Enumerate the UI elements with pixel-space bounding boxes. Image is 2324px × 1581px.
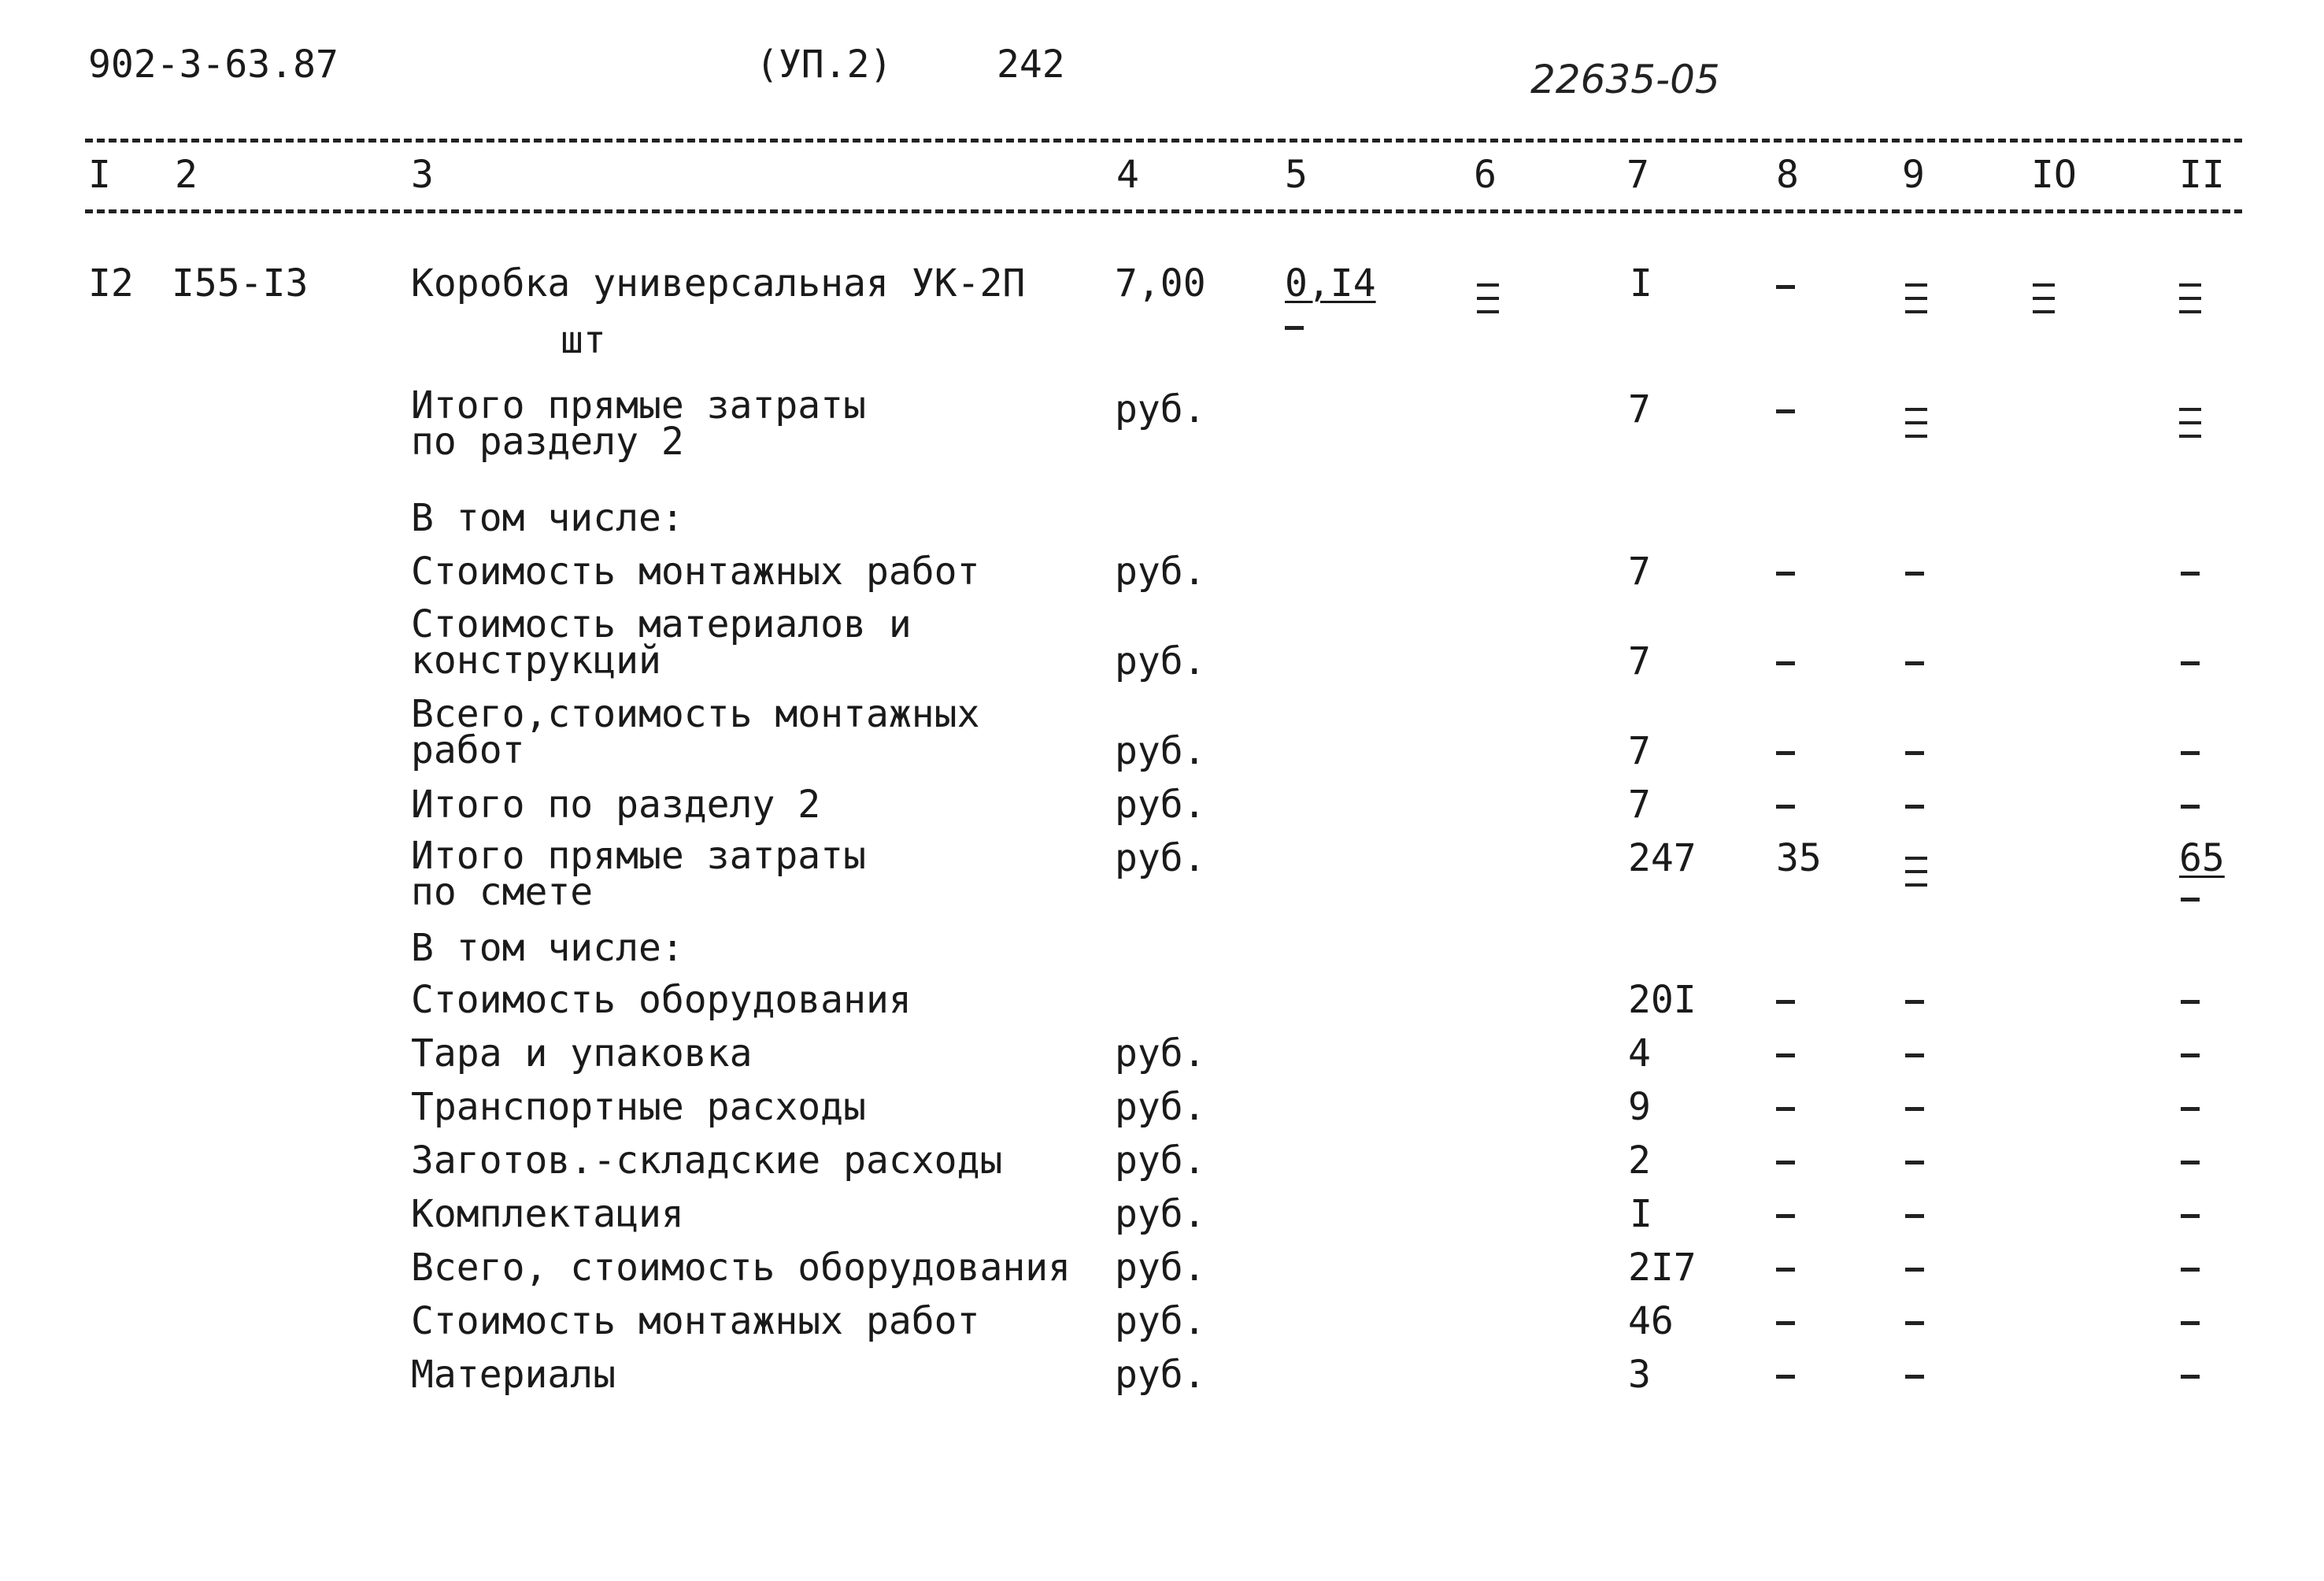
row-unit: руб. xyxy=(1115,1353,1206,1397)
row-col7: I xyxy=(1630,1192,1652,1236)
row-name: Комплектация xyxy=(411,1192,684,1236)
row-col7: 7 xyxy=(1628,550,1651,594)
col-header-10: IO xyxy=(2031,153,2077,197)
row-col9-dash xyxy=(1905,1321,1924,1325)
row-col11: 65 xyxy=(2179,836,2225,880)
row-col9-dash xyxy=(1905,572,1924,576)
row-col8-dash xyxy=(1776,1268,1795,1272)
header-rule-bottom xyxy=(85,209,2242,213)
row-name: Материалы xyxy=(411,1353,616,1397)
row-name: Стоимость оборудования xyxy=(411,978,912,1022)
header-rule-top xyxy=(85,139,2242,143)
row-col11-dash xyxy=(2181,1268,2200,1272)
row-unit: руб. xyxy=(1115,1192,1206,1236)
item-unit: шт xyxy=(561,318,606,362)
row-name: Стоимость монтажных работ xyxy=(411,1299,980,1343)
row-subheading: В том числе: xyxy=(411,926,684,970)
row-col8-dash xyxy=(1776,1107,1795,1111)
row-unit: руб. xyxy=(1115,639,1206,683)
row-name: Транспортные расходы xyxy=(411,1085,866,1129)
row-col7: 4 xyxy=(1628,1031,1651,1076)
row-col9-ditto xyxy=(1905,408,1927,448)
row-col8: 35 xyxy=(1776,836,1822,880)
row-col9-dash xyxy=(1905,1214,1924,1218)
row-col9-dash xyxy=(1905,1375,1924,1379)
row-col8-dash xyxy=(1776,409,1795,413)
row-col9-dash xyxy=(1905,1161,1924,1164)
row-col11-dash xyxy=(2181,1375,2200,1379)
row-col9-dash xyxy=(1905,1268,1924,1272)
row-col8-dash xyxy=(1776,1000,1795,1004)
row-unit: руб. xyxy=(1115,1085,1206,1129)
row-col7: 247 xyxy=(1628,836,1697,880)
row-col11-dash xyxy=(2181,805,2200,809)
item-code: I55-I3 xyxy=(172,261,309,305)
item-col6-ditto xyxy=(1477,283,1499,324)
row-unit: руб. xyxy=(1115,1031,1206,1076)
row-col9-dash xyxy=(1905,751,1924,755)
row-col9-dash xyxy=(1905,1107,1924,1111)
item-name: Коробка универсальная УК-2П xyxy=(411,261,1026,305)
row-col8-dash xyxy=(1776,572,1795,576)
row-col11-ditto xyxy=(2179,408,2201,448)
row-col11-dash xyxy=(2181,898,2200,902)
row-subheading: В том числе: xyxy=(411,496,684,540)
item-col9-ditto xyxy=(1905,283,1927,324)
row-col7: 46 xyxy=(1628,1299,1674,1343)
row-col7: 2I7 xyxy=(1628,1246,1697,1290)
col-header-1: I xyxy=(88,153,111,197)
row-name: Всего,стоимость монтажных работ xyxy=(411,692,980,772)
row-unit: руб. xyxy=(1115,1299,1206,1343)
row-unit: руб. xyxy=(1115,836,1206,880)
row-col7: 7 xyxy=(1628,639,1651,683)
row-col9-dash xyxy=(1905,661,1924,665)
row-col8-dash xyxy=(1776,1214,1795,1218)
row-col9-ditto xyxy=(1905,857,1927,897)
col-header-7: 7 xyxy=(1626,153,1649,197)
row-col7: 7 xyxy=(1628,783,1651,827)
row-col11-dash xyxy=(2181,1053,2200,1057)
row-unit: руб. xyxy=(1115,783,1206,827)
row-col11-dash xyxy=(2181,1321,2200,1325)
row-col11-dash xyxy=(2181,751,2200,755)
row-unit: руб. xyxy=(1115,1139,1206,1183)
album-label: (УП.2) xyxy=(756,43,893,87)
item-col10-ditto xyxy=(2033,283,2055,324)
row-col11-dash xyxy=(2181,572,2200,576)
row-col11-dash xyxy=(2181,1161,2200,1164)
col-header-5: 5 xyxy=(1285,153,1308,197)
col-header-8: 8 xyxy=(1776,153,1799,197)
row-name: Итого прямые затраты по смете xyxy=(411,834,866,914)
row-col8-dash xyxy=(1776,805,1795,809)
col-header-2: 2 xyxy=(175,153,198,197)
col-header-4: 4 xyxy=(1116,153,1139,197)
row-col9-dash xyxy=(1905,1053,1924,1057)
row-col7: 9 xyxy=(1628,1085,1651,1129)
row-unit: руб. xyxy=(1115,387,1206,431)
col-header-3: 3 xyxy=(411,153,434,197)
row-col11-dash xyxy=(2181,1107,2200,1111)
row-col8-dash xyxy=(1776,661,1795,665)
item-col5-dash xyxy=(1285,326,1304,330)
row-col11-dash xyxy=(2181,1000,2200,1004)
row-col8-dash xyxy=(1776,751,1795,755)
row-col7: 2 xyxy=(1628,1139,1651,1183)
row-col7: 3 xyxy=(1628,1353,1651,1397)
row-col8-dash xyxy=(1776,1321,1795,1325)
item-number: I2 xyxy=(88,261,134,305)
row-name: Заготов.-складские расходы xyxy=(411,1139,1003,1183)
row-col8-dash xyxy=(1776,1053,1795,1057)
col-header-11: II xyxy=(2179,153,2225,197)
row-col11-dash xyxy=(2181,1214,2200,1218)
page-number: 242 xyxy=(997,43,1065,87)
row-name: Итого по разделу 2 xyxy=(411,783,821,827)
row-col8-dash xyxy=(1776,1375,1795,1379)
row-unit: руб. xyxy=(1115,1246,1206,1290)
row-name: Стоимость материалов и конструкций xyxy=(411,602,912,683)
row-col8-dash xyxy=(1776,1161,1795,1164)
row-col7: 7 xyxy=(1628,387,1651,431)
item-col11-ditto xyxy=(2179,283,2201,324)
col-header-9: 9 xyxy=(1902,153,1925,197)
row-unit: руб. xyxy=(1115,729,1206,773)
row-col7: 7 xyxy=(1628,729,1651,773)
inventory-stamp: 22635-05 xyxy=(1530,57,1720,102)
item-col5-value: 0,I4 xyxy=(1285,261,1376,305)
row-unit: руб. xyxy=(1115,550,1206,594)
row-name: Стоимость монтажных работ xyxy=(411,550,980,594)
row-col9-dash xyxy=(1905,805,1924,809)
doc-code: 902-3-63.87 xyxy=(88,43,339,87)
row-name: Итого прямые затраты по разделу 2 xyxy=(411,383,866,464)
item-quantity: 7,00 xyxy=(1115,261,1206,305)
row-name: Всего, стоимость оборудования xyxy=(411,1246,1071,1290)
item-col7-value: I xyxy=(1630,261,1652,305)
row-col7: 20I xyxy=(1628,978,1697,1022)
row-col11-dash xyxy=(2181,661,2200,665)
item-col8-dash xyxy=(1776,285,1795,289)
col-header-6: 6 xyxy=(1474,153,1497,197)
row-name: Тара и упаковка xyxy=(411,1031,753,1076)
row-col9-dash xyxy=(1905,1000,1924,1004)
